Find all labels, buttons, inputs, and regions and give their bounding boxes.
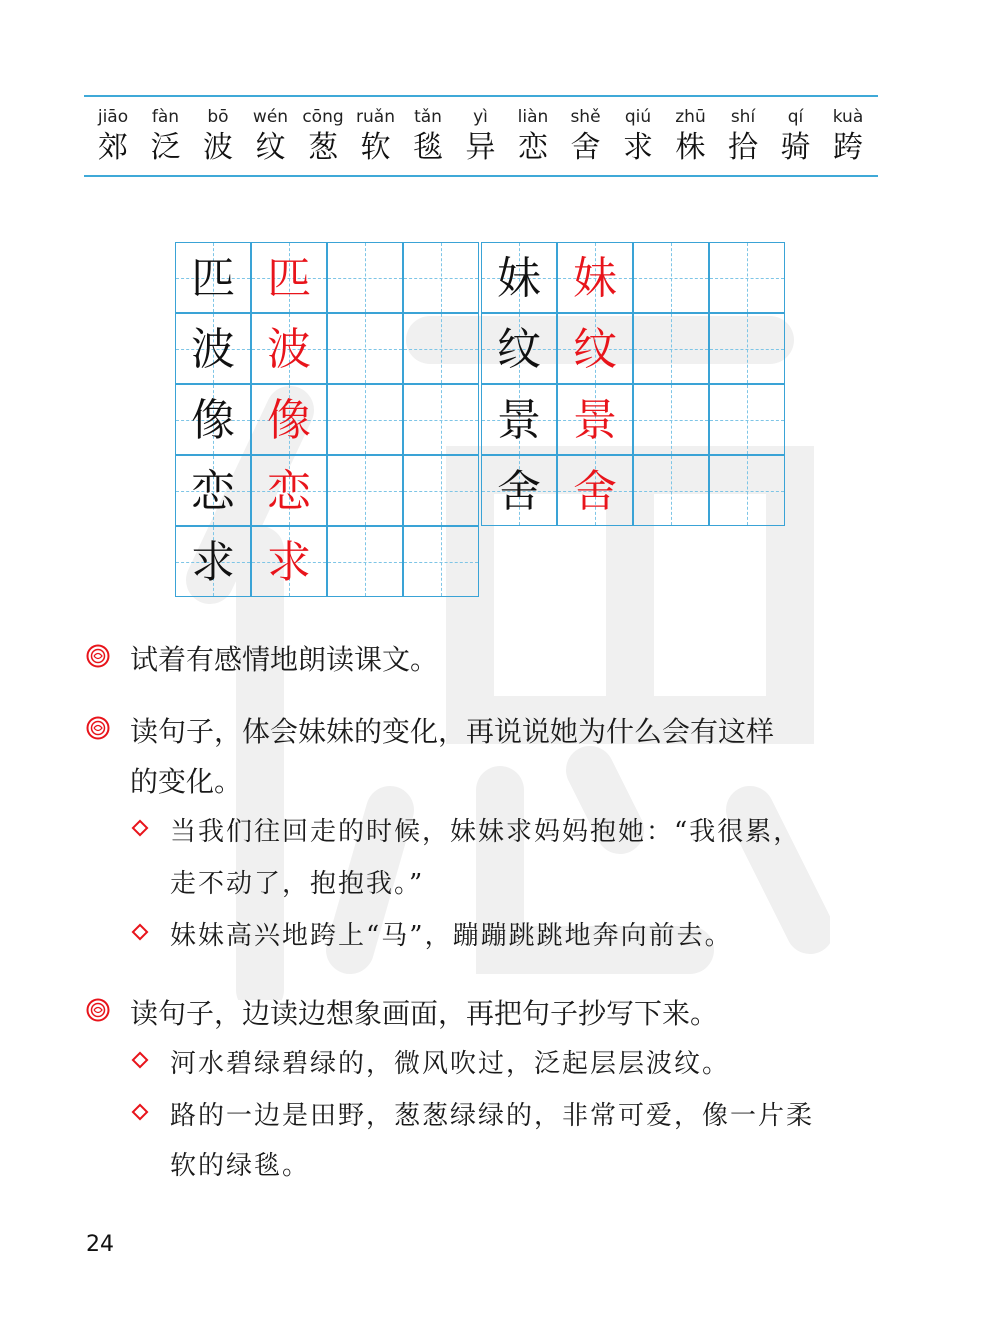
task-3-text: 读句子，边读边想象画面，再把句子抄写下来。 (130, 997, 719, 1030)
character: 景 (497, 395, 541, 446)
character: 舍 (497, 466, 541, 517)
grid-cell (327, 526, 403, 597)
grid-cell (481, 313, 557, 384)
vocab-item (557, 106, 615, 168)
character: 像 (191, 395, 235, 446)
vocab-character: 异 (465, 130, 496, 165)
grid-cell (633, 242, 709, 313)
task-1-text: 试着有感情地朗读课文。 (130, 643, 439, 676)
grid-cell (633, 455, 709, 526)
vocab-item (819, 106, 877, 168)
grid-cell (403, 313, 479, 384)
vocab-item (189, 106, 247, 168)
grid-cell (327, 313, 403, 384)
character: 纹 (497, 324, 541, 375)
vocab-bottom-rule (84, 175, 878, 177)
grid-cell (251, 313, 327, 384)
page-number: 24 (86, 1232, 114, 1257)
vocab-item (84, 106, 142, 168)
vocab-pinyin: shí (730, 107, 756, 127)
grid-cell (327, 455, 403, 526)
sentence-text-line-2: 走不动了，抱抱我。” (170, 869, 425, 899)
grid-cell (327, 384, 403, 455)
grid-cell (709, 455, 785, 526)
vocab-pinyin: ruǎn (356, 107, 395, 127)
grid-cell (709, 384, 785, 455)
vocab-character: 软 (360, 130, 391, 165)
diamond-bullet-icon (132, 1104, 149, 1121)
grid-cell (709, 242, 785, 313)
grid-cell (175, 455, 251, 526)
grid-cell (175, 526, 251, 597)
vocab-character: 毯 (413, 130, 443, 165)
vocab-item (137, 106, 195, 168)
vocab-character: 纹 (255, 130, 286, 165)
grid-cell (557, 384, 633, 455)
vocab-item (662, 106, 720, 168)
vocab-top-rule (84, 95, 878, 97)
model-character: 纹 (573, 324, 617, 375)
vocab-character: 泛 (150, 130, 181, 165)
vocab-character: 株 (675, 130, 706, 165)
vocab-pinyin: wén (252, 107, 289, 127)
grid-cell (175, 313, 251, 384)
diamond-bullet-icon (132, 924, 149, 941)
grid-cell (633, 313, 709, 384)
character: 匹 (191, 253, 235, 304)
task-2-text-line-1: 读句子，体会妹妹的变化，再说说她为什么会有这样 (130, 715, 775, 748)
grid-cell (403, 455, 479, 526)
grid-cell (403, 242, 479, 313)
model-character: 像 (267, 395, 311, 446)
grid-cell (557, 313, 633, 384)
model-character: 波 (267, 324, 311, 375)
model-character: 匹 (267, 253, 311, 304)
vocab-character: 求 (623, 130, 653, 165)
vocab-character: 拾 (728, 130, 758, 165)
vocab-pinyin: yì (473, 107, 488, 127)
grid-cell (481, 455, 557, 526)
diamond-bullet-icon (132, 820, 149, 837)
grid-cell (633, 384, 709, 455)
model-character: 恋 (267, 466, 311, 517)
character: 求 (191, 537, 235, 588)
grid-cell (403, 384, 479, 455)
vocab-character: 葱 (308, 130, 338, 165)
vocab-pinyin: cōng (302, 107, 344, 127)
vocab-character: 恋 (518, 130, 548, 165)
grid-cell (251, 242, 327, 313)
model-character: 舍 (573, 466, 617, 517)
sentence-text-line-2: 软的绿毯。 (170, 1151, 311, 1181)
vocab-item (452, 106, 510, 168)
grid-cell (481, 384, 557, 455)
vocab-item (767, 106, 825, 168)
vocab-pinyin: bō (207, 107, 229, 127)
task-2-text-line-2: 的变化。 (130, 765, 243, 798)
vocab-pinyin: fàn (151, 107, 180, 127)
vocab-item (609, 106, 667, 168)
sentence-text: 妹妹高兴地跨上“马”，蹦蹦跳跳地奔向前去。 (170, 921, 733, 951)
grid-cell (175, 384, 251, 455)
model-character: 妹 (573, 253, 617, 304)
seal-icon (86, 998, 110, 1022)
grid-cell (557, 455, 633, 526)
vocab-item (504, 106, 562, 168)
vocab-pinyin: zhū (675, 107, 706, 127)
sentence-text-line-1: 路的一边是田野，葱葱绿绿的，非常可爱，像一片柔 (170, 1101, 815, 1131)
vocab-item (714, 106, 772, 168)
grid-cell (481, 242, 557, 313)
vocab-row (84, 106, 878, 172)
vocab-character: 波 (203, 130, 233, 165)
sentence-text: 河水碧绿碧绿的，微风吹过，泛起层层波纹。 (170, 1049, 731, 1079)
diamond-bullet-icon (132, 1052, 149, 1069)
vocab-pinyin: liàn (517, 107, 549, 127)
character: 妹 (497, 253, 541, 304)
vocab-item (294, 106, 352, 168)
grid-cell (709, 313, 785, 384)
character: 恋 (191, 466, 235, 517)
grid-cell (327, 242, 403, 313)
grid-cell (251, 526, 327, 597)
model-character: 求 (267, 537, 311, 588)
vocab-item (347, 106, 405, 168)
model-character: 景 (573, 395, 617, 446)
grid-cell (403, 526, 479, 597)
sentence-text-line-1: 当我们往回走的时候，妹妹求妈妈抱她：“我很累， (170, 817, 802, 847)
grid-cell (557, 242, 633, 313)
vocab-pinyin: jiāo (97, 107, 129, 127)
vocab-pinyin: qí (787, 107, 804, 127)
character: 波 (191, 324, 235, 375)
vocab-pinyin: qiú (624, 107, 652, 127)
vocab-character: 骑 (780, 130, 811, 165)
vocab-character: 舍 (570, 130, 601, 165)
grid-cell (251, 455, 327, 526)
grid-cell (251, 384, 327, 455)
vocab-character: 跨 (833, 130, 863, 165)
vocab-item (242, 106, 300, 168)
seal-icon (86, 644, 110, 668)
vocab-pinyin: shě (570, 107, 601, 127)
vocab-pinyin: kuà (832, 107, 864, 127)
vocab-character: 郊 (98, 130, 128, 165)
seal-icon (86, 716, 110, 740)
vocab-pinyin: tǎn (414, 107, 442, 127)
vocab-item (399, 106, 457, 168)
grid-cell (175, 242, 251, 313)
